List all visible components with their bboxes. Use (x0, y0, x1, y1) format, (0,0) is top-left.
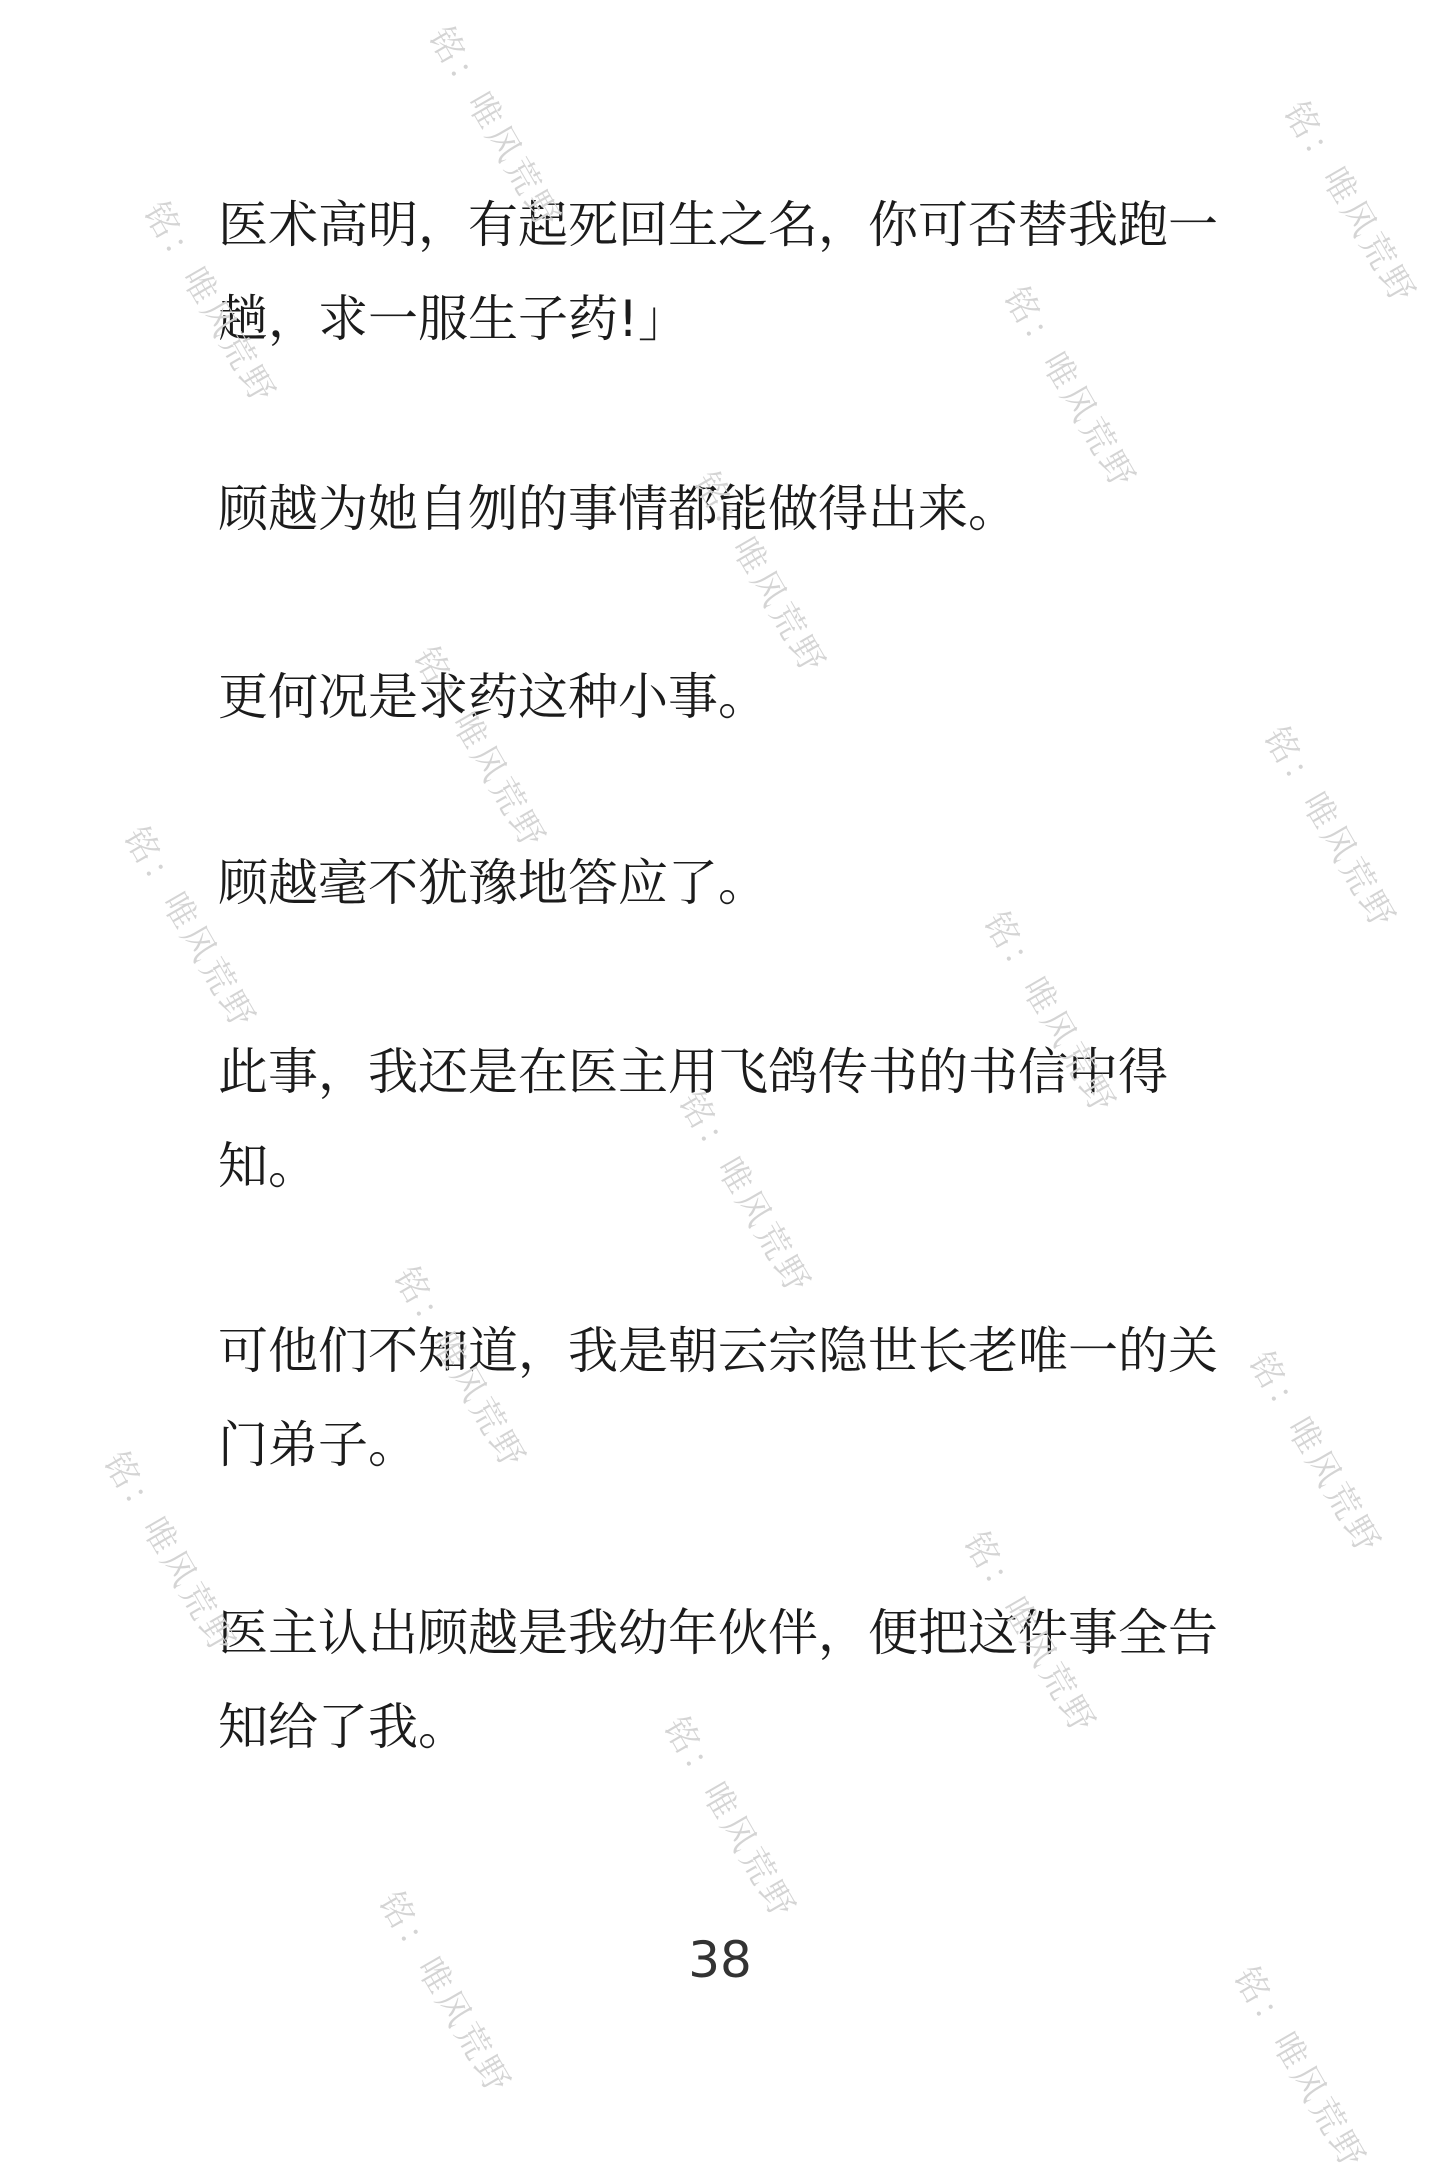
paragraph-2: 顾越为她自刎的事情都能做得出来。 (218, 480, 1018, 538)
watermark: 铭：唯风荒野 (1255, 720, 1404, 938)
watermark: 铭：唯风荒野 (115, 820, 265, 1038)
paragraph-5: 此事，我还是在医主用飞鸽传书的书信中得知。 (218, 1043, 1168, 1195)
watermark: 铭：唯风荒野 (420, 20, 569, 238)
page-number: 38 (688, 1931, 752, 1989)
paragraph-1: 医术高明，有起死回生之名，你可否替我跑一趟，求一服生子药!」 (218, 196, 1218, 348)
watermark: 铭：唯风荒野 (655, 1710, 804, 1928)
paragraph-6: 可他们不知道，我是朝云宗隐世长老唯一的关门弟子。 (218, 1322, 1218, 1474)
watermark: 铭：唯风荒野 (95, 1445, 245, 1663)
paragraph-4: 顾越毫不犹豫地答应了。 (218, 854, 768, 912)
watermark: 铭：唯风荒野 (1240, 1345, 1389, 1563)
watermark: 铭：唯风荒野 (1225, 1960, 1374, 2177)
watermark: 铭：唯风荒野 (1275, 95, 1424, 313)
watermark: 铭：唯风荒野 (405, 640, 554, 858)
watermark: 铭：唯风荒野 (385, 1260, 534, 1478)
paragraph-3: 更何况是求药这种小事。 (218, 668, 768, 726)
paragraph-7: 医主认出顾越是我幼年伙伴，便把这件事全告知给了我。 (218, 1604, 1218, 1756)
watermark: 铭：唯风荒野 (685, 465, 834, 683)
watermark: 铭：唯风荒野 (975, 905, 1124, 1123)
watermark: 铭：唯风荒野 (955, 1525, 1104, 1743)
watermark: 铭：唯风荒野 (135, 195, 284, 413)
watermark: 铭：唯风荒野 (370, 1885, 519, 2103)
watermark: 铭：唯风荒野 (670, 1085, 819, 1303)
watermark: 铭：唯风荒野 (995, 280, 1144, 498)
